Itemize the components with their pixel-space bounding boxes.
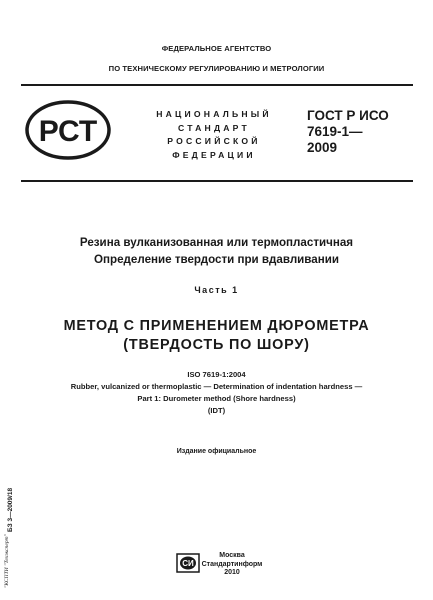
designation-line-3: 2009	[307, 140, 338, 155]
title-ru-line-2: Определение твердости при вдавливании	[94, 253, 339, 266]
title-ru-line-1: Резина вулканизованная или термопластичная	[79, 236, 354, 249]
publisher-year: 2010	[224, 569, 240, 577]
iso-title-line-1: Rubber, vulcanized or thermoplastic — Determination of indentation hardness —	[70, 382, 363, 391]
national-standard-label	[150, 108, 278, 162]
method-title-line-2: (ТВЕРДОСТЬ ПО ШОРУ)	[123, 337, 310, 353]
national-line-1: НАЦИОНАЛЬНЫЙ	[156, 109, 272, 119]
national-line-3: РОССИЙСКОЙ	[167, 136, 261, 147]
designation-line-1: ГОСТ Р ИСО	[307, 108, 389, 123]
national-line-4: ФЕДЕРАЦИИ	[172, 149, 256, 160]
middle-rule	[21, 180, 413, 182]
iso-type: (IDT)	[207, 406, 226, 415]
publisher-city: Москва	[219, 552, 245, 559]
iso-number: ISO 7619-1:2004	[187, 370, 246, 379]
edition-label: Издание официальное	[176, 448, 257, 455]
designation-line-2: 7619-1—	[307, 124, 363, 139]
publisher-block	[172, 552, 292, 578]
part-label: Часть 1	[194, 285, 239, 295]
method-title-line-1: МЕТОД С ПРИМЕНЕНИЕМ ДЮРОМЕТРА	[63, 318, 370, 334]
publisher-name: Стандартинформ	[201, 560, 263, 568]
side-watermark: "КСПТИ "Техэксперт"	[4, 534, 10, 588]
rst-logo-text: РСТ	[38, 115, 98, 148]
national-line-2: СТАНДАРТ	[178, 122, 250, 133]
agency-line-2: ПО ТЕХНИЧЕСКОМУ РЕГУЛИРОВАНИЮ И МЕТРОЛОГИИ	[108, 64, 325, 73]
iso-title-line-2: Part 1: Durometer method (Shore hardness)	[137, 394, 296, 403]
standartinform-logo-text: СИ	[182, 559, 194, 568]
rst-logo-icon	[25, 100, 111, 160]
standard-designation	[307, 108, 389, 156]
side-code: БЗ 3—2009/18	[7, 487, 14, 532]
top-rule	[21, 84, 413, 86]
agency-line-1: ФЕДЕРАЛЬНОЕ АГЕНТСТВО	[161, 44, 272, 53]
